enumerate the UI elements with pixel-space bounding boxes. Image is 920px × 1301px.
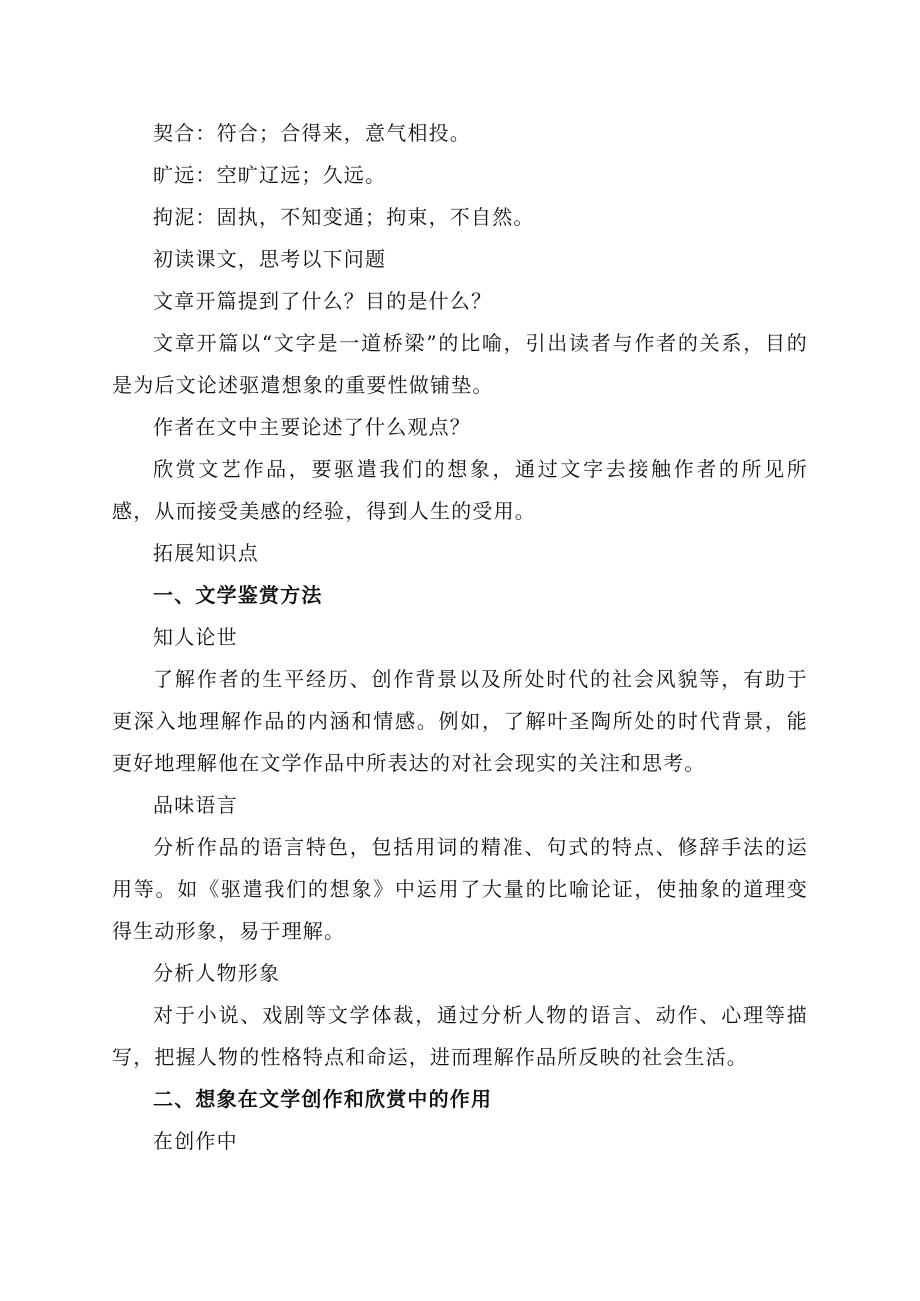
paragraph-juni: 拘泥：固执，不知变通；拘束，不自然。 bbox=[153, 205, 535, 229]
paragraph-characters: 对于小说、戏剧等文学体裁，通过分析人物的语言、动作、心理等描写，把握人物的性格特点和命运，进而理解作品所反映的社会生活。 bbox=[112, 1003, 808, 1069]
answer-opening: 文章开篇以“文字是一道桥梁”的比喻，引出读者与作者的关系，目的是为后文论述驱遣想象的重要性做铺垫。 bbox=[112, 331, 808, 397]
subheading-know-author: 知人论世 bbox=[153, 625, 238, 649]
heading-appreciation-methods: 一、文学鉴赏方法 bbox=[153, 583, 323, 607]
answer-viewpoint: 欣赏文艺作品，要驱遣我们的想象，通过文字去接触作者的所见所感，从而接受美感的经验，得到人生的受用。 bbox=[112, 457, 808, 523]
subheading-characters: 分析人物形象 bbox=[153, 961, 281, 985]
heading-imagination-role: 二、想象在文学创作和欣赏中的作用 bbox=[153, 1087, 493, 1111]
paragraph-qihe: 契合：符合；合得来，意气相投。 bbox=[153, 121, 471, 145]
subheading-in-creation: 在创作中 bbox=[153, 1129, 238, 1153]
question-opening: 文章开篇提到了什么？目的是什么？ bbox=[153, 289, 493, 313]
paragraph-language: 分析作品的语言特色，包括用词的精准、句式的特点、修辞手法的运用等。如《驱遣我们的想象》中运用了大量的比喻论证，使抽象的道理变得生动形象，易于理解。 bbox=[112, 835, 808, 943]
document-page bbox=[112, 112, 808, 1162]
paragraph-know-author: 了解作者的生平经历、创作背景以及所处时代的社会风貌等，有助于更深入地理解作品的内涵和情感。例如，了解叶圣陶所处的时代背景，能更好地理解他在文学作品中所表达的对社会现实的关注和思考。 bbox=[112, 667, 808, 775]
section-extension: 拓展知识点 bbox=[153, 541, 259, 565]
subheading-language: 品味语言 bbox=[153, 793, 238, 817]
paragraph-first-reading: 初读课文，思考以下问题 bbox=[153, 247, 387, 271]
paragraph-kuangyuan: 旷远：空旷辽远；久远。 bbox=[153, 163, 387, 187]
question-viewpoint: 作者在文中主要论述了什么观点？ bbox=[153, 415, 471, 439]
